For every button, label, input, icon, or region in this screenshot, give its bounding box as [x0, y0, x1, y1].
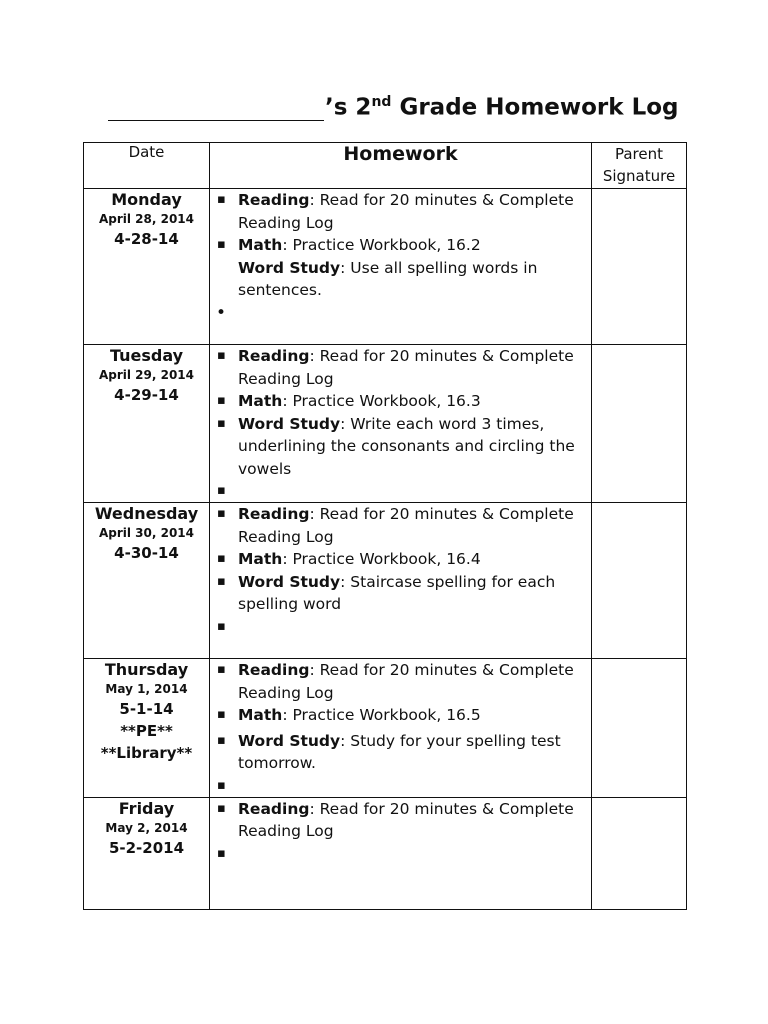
homework-text: : Practice Workbook, 16.3: [282, 392, 481, 410]
homework-item: [216, 302, 587, 324]
homework-text: : Practice Workbook, 16.2: [282, 236, 481, 254]
homework-text: : Read for 20 minutes & Complete Reading Log: [238, 799, 574, 840]
homework-cell: [210, 659, 592, 798]
day-date-short: 5-2-2014: [108, 838, 185, 857]
day-name: Monday: [111, 190, 182, 209]
day-note: **Library**: [100, 744, 193, 762]
parent-signature-cell[interactable]: [592, 503, 687, 659]
title-possessive: ’s 2: [325, 94, 372, 121]
homework-text: : Use all spelling words in sentences.: [238, 258, 538, 299]
title-ordinal-suffix: nd: [371, 94, 392, 110]
homework-item: [217, 571, 587, 616]
homework-item: [217, 548, 587, 571]
homework-subject: Math: [238, 550, 283, 568]
day-date-short: 5-1-14: [119, 700, 174, 718]
homework-item: [217, 345, 587, 390]
day-date-full: April 28, 2014: [98, 212, 195, 226]
homework-cell: [210, 189, 592, 345]
homework-item: [217, 704, 587, 727]
homework-item: [217, 234, 587, 257]
table-header-row: [84, 143, 687, 189]
bullet-icon: ▪: [217, 573, 226, 589]
homework-item: [238, 257, 587, 302]
header-signature-line2: Signature: [602, 167, 676, 185]
homework-log-table: [83, 142, 687, 910]
bullet-icon: ▪: [217, 707, 226, 722]
homework-item: [217, 730, 587, 775]
day-note: **PE**: [120, 722, 173, 740]
table-row: [84, 659, 687, 798]
parent-signature-cell[interactable]: [592, 189, 687, 345]
day-date-full: April 29, 2014: [98, 368, 195, 382]
day-cell: [84, 189, 210, 345]
homework-subject: Reading: [238, 799, 310, 818]
day-name: Tuesday: [109, 346, 184, 365]
homework-subject: Word Study: [238, 731, 341, 750]
homework-subject: Word Study: [238, 258, 341, 277]
day-name: Thursday: [104, 660, 189, 679]
homework-subject: Reading: [238, 505, 310, 523]
homework-text: : Practice Workbook, 16.4: [282, 550, 481, 568]
day-date-short: 4-29-14: [114, 386, 179, 404]
day-cell: [84, 659, 210, 798]
table-row: [84, 345, 687, 503]
homework-subject: Reading: [238, 191, 310, 209]
table-row: [84, 503, 687, 659]
day-date-short: 4-30-14: [114, 544, 179, 562]
homework-text: : Study for your spelling test tomorrow.: [238, 731, 561, 772]
header-signature-line1: Parent: [614, 145, 664, 163]
homework-text: : Read for 20 minutes & Complete Reading Log: [238, 347, 574, 388]
homework-text: : Read for 20 minutes & Complete Reading Log: [238, 505, 574, 546]
homework-item: [217, 798, 587, 843]
homework-subject: Reading: [238, 347, 310, 365]
homework-text: : Staircase spelling for each spelling word: [238, 572, 556, 613]
bullet-icon: ▪: [217, 800, 226, 816]
homework-item: [217, 390, 587, 413]
parent-signature-cell[interactable]: [592, 345, 687, 503]
day-cell: [84, 797, 210, 909]
bullet-icon: ▪: [217, 506, 226, 521]
homework-item: [217, 480, 587, 502]
day-date-short: 4-28-14: [114, 230, 179, 248]
homework-list: [210, 659, 591, 797]
day-date-full: April 30, 2014: [98, 526, 195, 540]
homework-item: [217, 659, 587, 704]
homework-subject: Word Study: [238, 572, 341, 591]
homework-subject: Word Study: [238, 414, 341, 433]
homework-item: [217, 843, 587, 865]
name-blank-line[interactable]: [108, 96, 324, 121]
homework-item: [217, 775, 587, 797]
homework-item: [217, 189, 587, 234]
homework-list: [210, 345, 591, 502]
homework-item: [217, 413, 587, 481]
homework-cell: [210, 345, 592, 503]
bullet-icon: ▪: [217, 483, 226, 498]
homework-cell: [210, 797, 592, 909]
day-date-full: May 2, 2014: [105, 820, 188, 835]
page-title: [108, 94, 679, 128]
bullet-icon: ▪: [217, 777, 226, 793]
homework-cell: [210, 503, 592, 659]
bullet-icon: ▪: [217, 192, 226, 207]
parent-signature-cell[interactable]: [592, 659, 687, 798]
homework-text: : Read for 20 minutes & Complete Reading Log: [238, 661, 574, 702]
header-parent-signature: [592, 143, 687, 189]
bullet-icon: ▪: [217, 662, 226, 677]
homework-subject: Reading: [238, 661, 310, 679]
homework-text: : Write each word 3 times, underlining the consonants and circling the vowels: [238, 414, 575, 478]
bullet-icon: ▪: [217, 732, 226, 748]
bullet-icon: ▪: [217, 618, 226, 634]
table-body: [84, 189, 687, 910]
bullet-icon: ▪: [217, 845, 226, 861]
homework-text: : Practice Workbook, 16.5: [282, 706, 481, 724]
homework-list: [210, 503, 591, 638]
bullet-icon: ▪: [217, 415, 226, 431]
header-homework: Homework: [210, 143, 592, 189]
title-rest: Grade Homework Log: [391, 94, 679, 121]
homework-list: [210, 798, 591, 865]
table-row: [84, 797, 687, 909]
parent-signature-cell[interactable]: [592, 797, 687, 909]
day-date-full: May 1, 2014: [105, 682, 188, 696]
day-name: Wednesday: [94, 504, 199, 523]
bullet-icon: ▪: [217, 237, 226, 252]
day-cell: [84, 345, 210, 503]
homework-subject: Math: [238, 236, 283, 254]
day-name: Friday: [118, 798, 175, 818]
homework-subject: Math: [238, 392, 283, 410]
bullet-icon: ▪: [217, 551, 226, 566]
day-cell: [84, 503, 210, 659]
header-date: Date: [84, 143, 210, 189]
bullet-icon: ▪: [217, 393, 226, 408]
homework-item: [217, 616, 587, 638]
homework-text: : Read for 20 minutes & Complete Reading Log: [238, 191, 574, 232]
homework-subject: Math: [238, 706, 283, 724]
homework-item: [217, 503, 587, 548]
homework-list: [210, 189, 591, 324]
table-row: [84, 189, 687, 345]
bullet-icon: •: [216, 302, 227, 323]
bullet-icon: ▪: [217, 348, 226, 363]
